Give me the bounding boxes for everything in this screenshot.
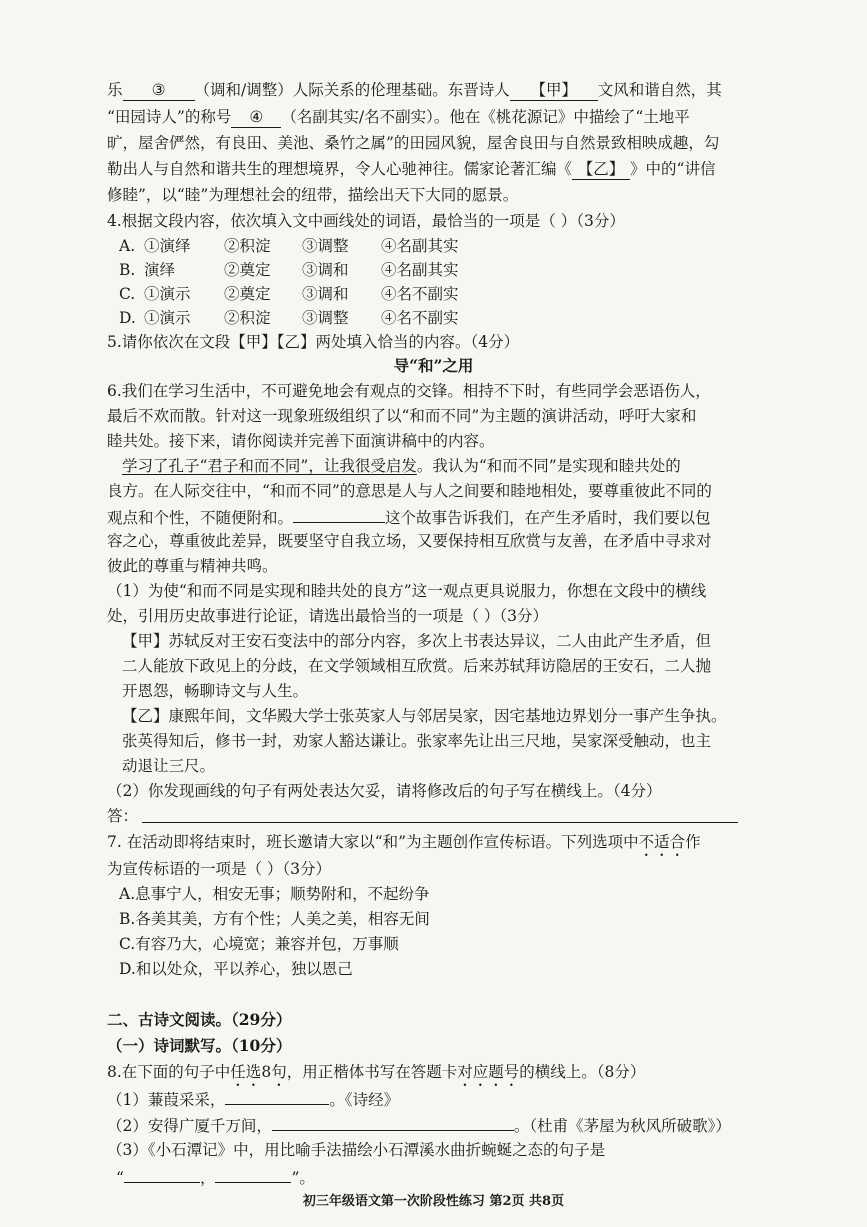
blank-jia: 【甲】 — [510, 80, 598, 101]
intro-line-2 — [107, 107, 690, 128]
q6-speech-5: 彼此的尊重与精神共鸣。 — [107, 557, 278, 575]
q7-stem-2: 为宣传标语的一项是（ ）（3分） — [107, 860, 332, 878]
q8-text: （2）安得广厦千万间， — [107, 1117, 272, 1135]
underlined-sentence: 学习了孔子“君子和而不同”，让我很受启发 — [122, 457, 417, 475]
q8-sentence-2 — [107, 1114, 731, 1136]
q6-speech-1 — [122, 456, 681, 476]
q8-text: ，用正楷体书写在答题卡 — [286, 1063, 458, 1081]
q8-text: 8 — [261, 1063, 272, 1081]
intro-line-5: 修睦”，以“睦”为理想社会的纽带，描绘出天下大同的愿景。 — [107, 186, 519, 204]
option-choice: ①演示 — [144, 309, 191, 327]
q7-text: 7. 在活动即将结束时，班长邀请大家以“和”为主题创作宣传标语。下列选项中 — [107, 833, 639, 851]
fill-blank-4[interactable] — [215, 1166, 291, 1183]
q8-text: ， — [199, 1169, 216, 1187]
fill-blank-1[interactable] — [225, 1088, 329, 1105]
q6-intro-1: 6.我们在学习生活中，不可避免地会有观点的交锋。相持不下时，有些同学会恶语伤人， — [107, 382, 711, 400]
intro-text: “田园诗人”的称号 — [107, 108, 232, 126]
fill-blank-2[interactable] — [272, 1114, 514, 1131]
option-choice: ③调和 — [302, 261, 349, 279]
q7-stem-1 — [107, 832, 701, 860]
option-label: D. — [119, 309, 136, 327]
q4-stem: 4.根据文段内容，依次填入文中画线处的词语，最恰当的一项是（ ）（3分） — [107, 212, 625, 230]
q8-text: ”。 — [291, 1169, 315, 1187]
q6-speech-3 — [107, 506, 711, 528]
answer-line[interactable] — [142, 822, 738, 823]
intro-text: 勒出人与自然和谐共生的理想境界，令人心驰神往。儒家论著汇编《 — [107, 160, 573, 178]
q8-sentence-1 — [107, 1088, 399, 1110]
speech-text: 观点和个性，不随便附和。 — [107, 509, 294, 527]
option-choice: ②积淀 — [224, 237, 271, 255]
intro-text: 》中的“讲信 — [630, 160, 716, 178]
speech-text: 。我认为“和而不同”是实现和睦共处的 — [416, 457, 681, 475]
option-choice: 演绎 — [144, 261, 176, 279]
speech-text: 这个故事告诉我们，在产生矛盾时，我们要以包 — [385, 509, 711, 527]
blank-4: ④ — [231, 107, 281, 128]
q8-text: 。（杜甫《茅屋为秋风所破歌》） — [513, 1117, 731, 1135]
q6-jia-3: 开恩怨，畅聊诗文与人生。 — [122, 682, 309, 700]
emphasis-text: 句 — [271, 1063, 287, 1081]
q7-option-a: A.息事宁人，相安无事；顺势附和，不起纷争 — [119, 885, 430, 903]
q6-intro-3: 睦共处。接下来，请你阅读并完善下面演讲稿中的内容。 — [107, 432, 495, 450]
q6-sub1-b: 处，引用历史故事进行论证，请选出最恰当的一项是（ ）（3分） — [107, 607, 549, 625]
q7-option-d: D.和以处众，平以养心，独以恩己 — [119, 960, 353, 978]
option-label: C. — [119, 285, 136, 303]
q8-sentence-4 — [116, 1166, 315, 1188]
option-choice: ④名不副实 — [381, 285, 459, 303]
emphasis-text: 任选 — [230, 1063, 262, 1081]
page-footer: 初三年级语文第一次阶段性练习 第2页 共8页 — [302, 1194, 565, 1209]
intro-text: （调和/调整）人际关系的伦理基础。东晋诗人 — [194, 81, 510, 99]
option-choice: ④名不副实 — [381, 309, 459, 327]
option-choice: ①演示 — [144, 285, 191, 303]
fill-blank-3[interactable] — [124, 1166, 200, 1183]
q8-stem — [107, 1062, 645, 1090]
answer-label: 答： — [107, 807, 139, 825]
section-title: 导“和”之用 — [393, 356, 474, 375]
intro-text: 乐 — [107, 81, 123, 99]
option-choice: ③调整 — [302, 309, 349, 327]
option-choice: ①演绎 — [144, 237, 191, 255]
q6-intro-2: 最后不欢而散。针对这一现象班级组织了以“和而不同”为主题的演讲活动，呼吁大家和 — [107, 407, 697, 425]
option-label: A. — [119, 237, 136, 255]
q8-text: （1）蒹葭采采， — [107, 1091, 226, 1109]
intro-line-1 — [107, 80, 722, 101]
q7-option-b: B.各美其美，方有个性；人美之美，相容无间 — [119, 910, 430, 928]
emphasis-text: 不适合 — [638, 833, 686, 851]
q6-jia-2: 二人能放下政见上的分歧，在文学领域相互欣赏。后来苏轼拜访隐居的王安石，二人抛 — [122, 657, 712, 675]
q6-yi-2: 张英得知后，修书一封，劝家人豁达谦让。张家率先让出三尺地，吴家深受触动，也主 — [122, 732, 712, 750]
intro-line-4 — [107, 159, 715, 180]
q8-text: “ — [116, 1169, 124, 1187]
option-choice: ④名副其实 — [381, 237, 459, 255]
q6-speech-2: 良方。在人际交往中，“和而不同”的意思是人与人之间要和睦地相处，要尊重彼此不同的 — [107, 482, 712, 500]
q5-stem: 5.请你依次在文段【甲】【乙】两处填入恰当的内容。（4分） — [107, 333, 520, 351]
part2-subtitle: （一）诗词默写。（10分） — [107, 1036, 292, 1055]
option-choice: ②奠定 — [224, 285, 271, 303]
q6-yi-3: 动退让三尺。 — [122, 757, 216, 775]
q8-text: 8.在下面的句子中 — [107, 1063, 231, 1081]
blank-yi: 【乙】 — [572, 159, 630, 180]
option-choice: ③调和 — [302, 285, 349, 303]
intro-text: 文风和谐自然，其 — [597, 81, 722, 99]
q8-text: 的横线上。（8分） — [519, 1063, 646, 1081]
option-choice: ③调整 — [302, 237, 349, 255]
part2-title: 二、古诗文阅读。（29分） — [107, 1010, 292, 1029]
intro-text: （名副其实/名不副实）。他在《桃花源记》中描绘了“土地平 — [281, 108, 690, 126]
blank-3: ③ — [123, 80, 195, 101]
q6-speech-4: 容之心，尊重彼此差异，既要坚守自我立场，又要保持相互欣赏与友善，在矛盾中寻求对 — [107, 532, 712, 550]
option-choice: ②积淀 — [224, 309, 271, 327]
emphasis-text: 对应题号 — [457, 1063, 520, 1081]
story-blank[interactable] — [293, 506, 385, 523]
q6-sub1-a: （1）为使“和而不同是实现和睦共处的良方”这一观点更具说服力，你想在文段中的横线 — [107, 582, 707, 600]
q8-text: 。《诗经》 — [329, 1091, 400, 1109]
option-choice: ④名副其实 — [381, 261, 459, 279]
q6-sub2: （2）你发现画线的句子有两处表达欠妥，请将修改后的句子写在横线上。（4分） — [107, 782, 662, 800]
option-choice: ②奠定 — [224, 261, 271, 279]
q6-yi-1: 【乙】康熙年间，文华殿大学士张英家人与邻居吴家，因宅基地边界划分一事产生争执。 — [122, 707, 727, 725]
option-label: B. — [119, 261, 136, 279]
q6-jia-1: 【甲】苏轼反对王安石变法中的部分内容，多次上书表达异议，二人由此产生矛盾，但 — [122, 632, 712, 650]
q7-text: 作 — [685, 833, 701, 851]
q7-option-c: C.有容乃大，心境宽；兼容并包，万事顺 — [119, 935, 399, 953]
q8-sentence-3: （3）《小石潭记》中，用比喻手法描绘小石潭溪水曲折蜿蜒之态的句子是 — [107, 1141, 606, 1159]
intro-line-3: 旷，屋舍俨然，有良田、美池、桑竹之属”的田园风貌，屋舍良田与自然景致相映成趣，勾 — [107, 134, 720, 152]
